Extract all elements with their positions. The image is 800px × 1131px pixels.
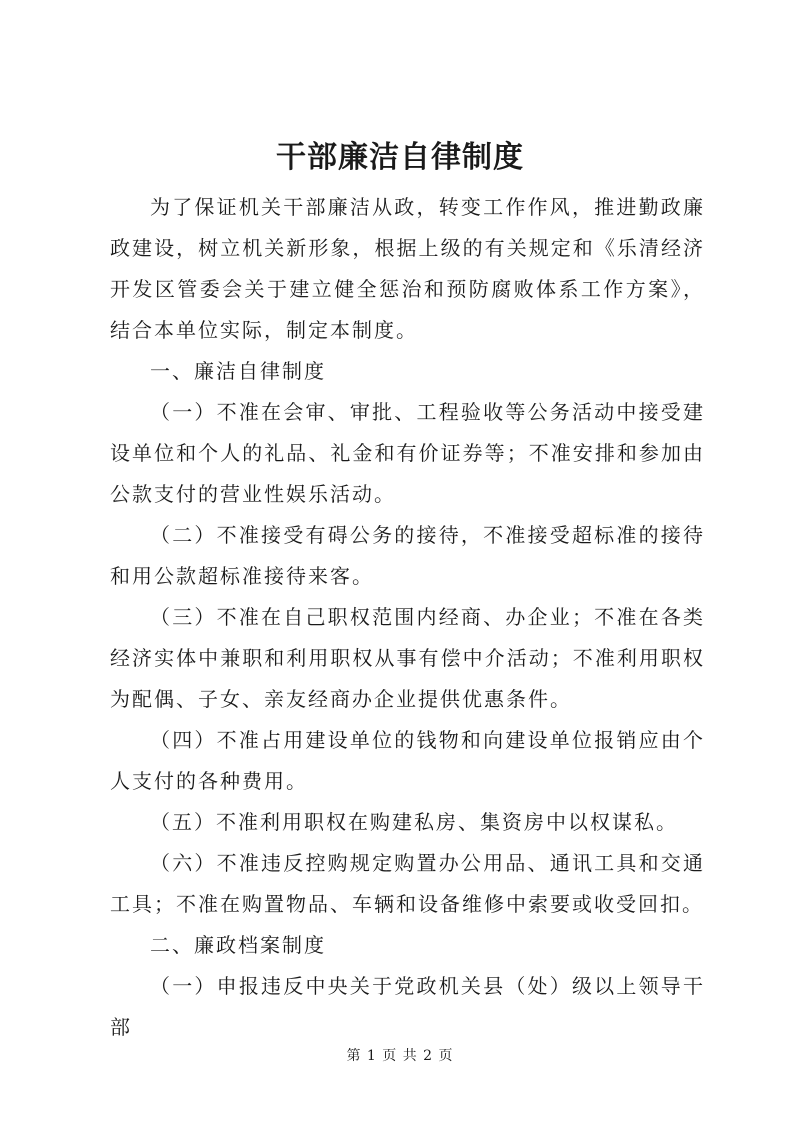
section-heading-1: 一、廉洁自律制度 <box>150 359 326 383</box>
rule-paragraph-4: （四）不准占用建设单位的钱物和向建设单位报销应由个人支付的各种费用。 <box>110 728 705 793</box>
rule-paragraph-6: （六）不准违反控购规定购置办公用品、通讯工具和交通工具；不准在购置物品、车辆和设备维修中索要或收受回扣。 <box>110 851 705 916</box>
document-title: 干部廉洁自律制度 <box>276 140 524 175</box>
intro-paragraph: 为了保证机关干部廉洁从政，转变工作作风，推进勤政廉政建设，树立机关新形象，根据上级的有关规定和《乐清经济开发区管委会关于建立健全惩治和预防腐败体系工作方案》，结合本单位实际，制定本制度。 <box>110 195 705 342</box>
document-body <box>110 187 705 1048</box>
section-heading-2: 二、廉政档案制度 <box>150 933 326 957</box>
rule-paragraph-2: （二）不准接受有碍公务的接待，不准接受超标准的接待和用公款超标准接待来客。 <box>110 523 705 588</box>
rule-paragraph-3: （三）不准在自己职权范围内经商、办企业；不准在各类经济实体中兼职和利用职权从事有偿中介活动；不准利用职权为配偶、子女、亲友经商办企业提供优惠条件。 <box>110 605 705 711</box>
archive-rule-paragraph-1: （一）申报违反中央关于党政机关县（处）级以上领导干部 <box>110 974 705 1039</box>
rule-paragraph-1: （一）不准在会审、审批、工程验收等公务活动中接受建设单位和个人的礼品、礼金和有价证券等；不准安排和参加由公款支付的营业性娱乐活动。 <box>110 400 705 506</box>
page-number-footer: 第 1 页 共 2 页 <box>346 1048 454 1064</box>
rule-paragraph-5: （五）不准利用职权在购建私房、集资房中以权谋私。 <box>150 810 678 834</box>
